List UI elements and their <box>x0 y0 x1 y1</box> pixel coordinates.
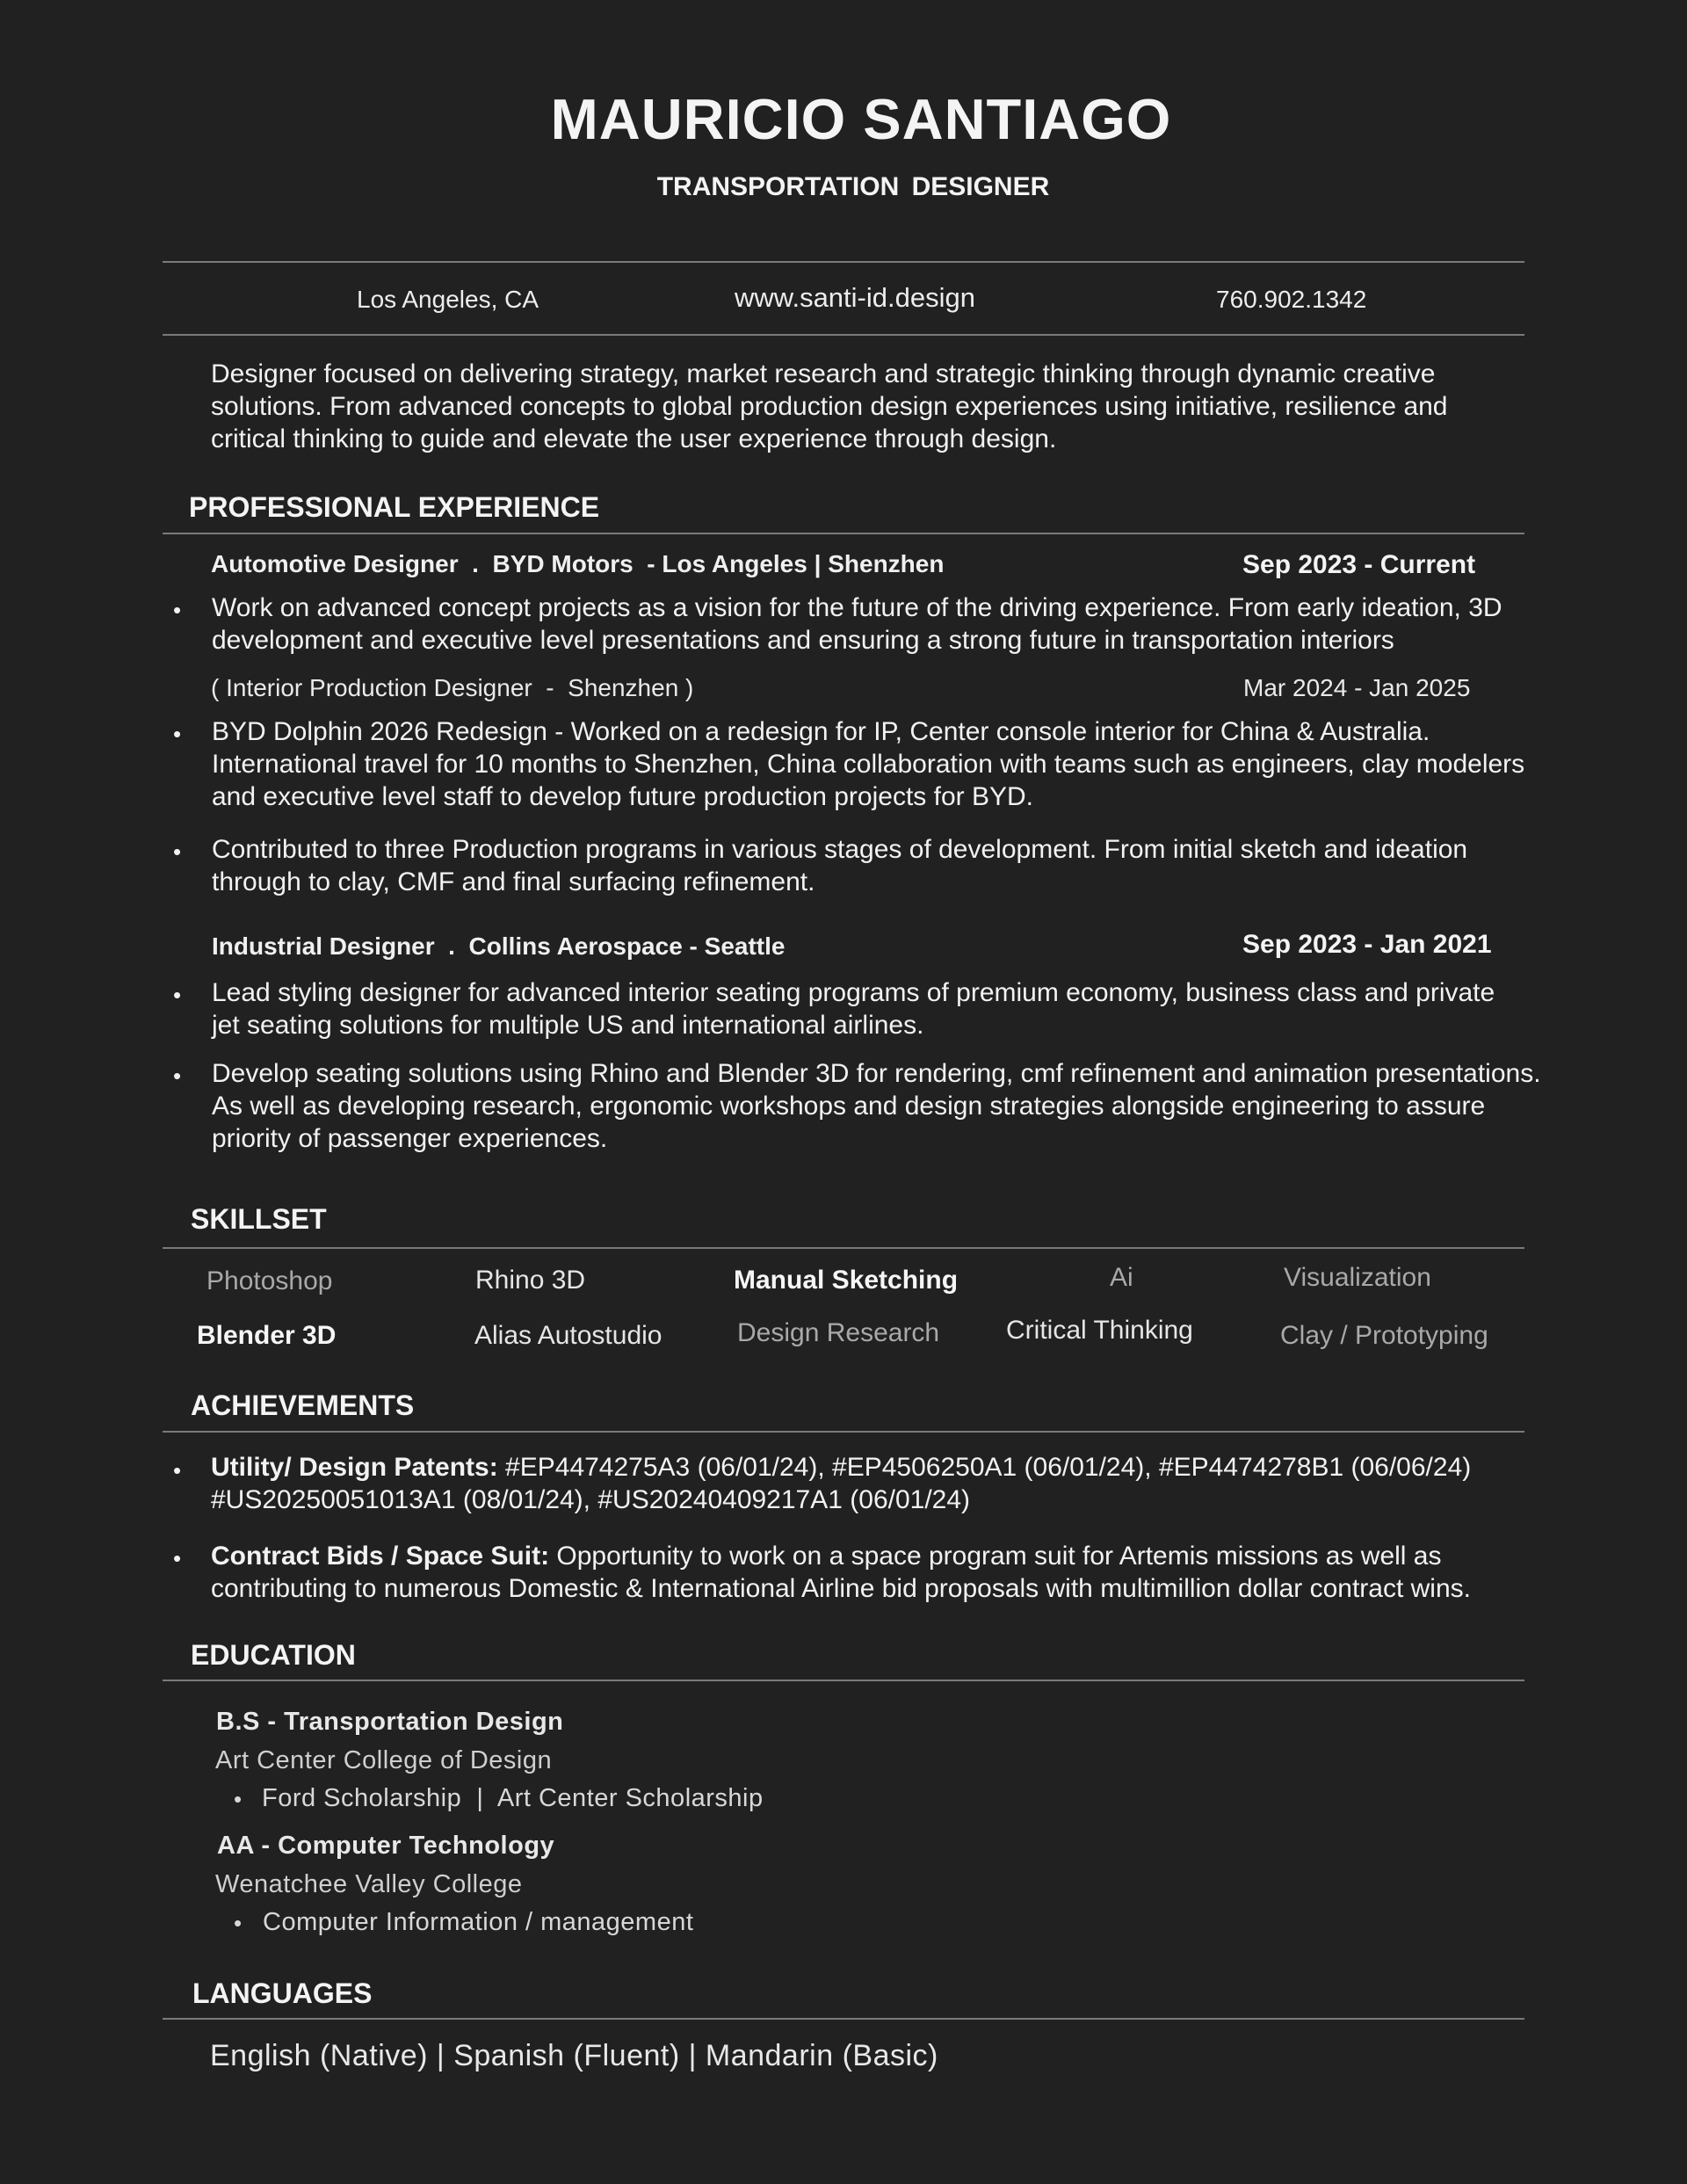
divider <box>163 261 1524 263</box>
job-dates: Sep 2023 - Current <box>1242 550 1476 579</box>
job-bullet: BYD Dolphin 2026 Redesign - Worked on a redesign for IP, Center console interior for China & Australia. International travel for 10 months to Shenzhen, China collaboration with teams such as engineers, clay modelers and executive level staff to develop future production projects for BYD. <box>212 717 1525 811</box>
section-heading-achievements: ACHIEVEMENTS <box>191 1389 415 1421</box>
job-bullet: Contributed to three Production programs in various stages of development. From initial sketch and ideation through to clay, CMF and final surfacing refinement. <box>212 835 1468 896</box>
skill-item: Clay / Prototyping <box>1280 1321 1488 1350</box>
bullet-icon: • <box>173 982 182 1008</box>
divider <box>163 1247 1524 1249</box>
job-subrole: ( Interior Production Designer - Shenzhen ) <box>211 674 694 701</box>
education-detail: Computer Information / management <box>263 1908 694 1936</box>
education-school: Art Center College of Design <box>215 1746 553 1774</box>
contact-website[interactable]: www.santi-id.design <box>735 282 975 313</box>
achievement-label: Utility/ Design Patents: <box>211 1453 498 1482</box>
job-title: Industrial Designer . Collins Aerospace - Seattle <box>212 932 786 960</box>
skill-item: Ai <box>1110 1263 1133 1292</box>
bullet-icon: • <box>173 1063 182 1089</box>
skill-item: Blender 3D <box>197 1321 337 1350</box>
section-heading-languages: LANGUAGES <box>192 1977 373 2009</box>
skill-item: Photoshop <box>206 1266 333 1295</box>
bullet-icon: • <box>234 1786 243 1812</box>
bullet-icon: • <box>173 1545 182 1571</box>
languages-list: English (Native) | Spanish (Fluent) | Mandarin (Basic) <box>210 2039 938 2072</box>
bullet-icon: • <box>173 838 182 865</box>
bullet-icon: • <box>234 1910 243 1936</box>
contact-phone: 760.902.1342 <box>1216 286 1367 313</box>
skill-item: Alias Autostudio <box>474 1321 662 1350</box>
skill-item: Visualization <box>1284 1263 1431 1292</box>
education-school: Wenatchee Valley College <box>215 1870 523 1898</box>
bullet-icon: • <box>173 1457 182 1484</box>
achievement-text: Opportunity to work on a space program suit for Artemis missions as well as contributing to numerous Domestic & International Airline bid proposals with multimillion dollar contract wins. <box>211 1542 1471 1603</box>
divider <box>163 1680 1524 1681</box>
job-bullet: Work on advanced concept projects as a vision for the future of the driving experience. From early ideation, 3D development and executive level presentations and ensuring a strong future in transportation interiors <box>212 593 1502 655</box>
job-title: Automotive Designer . BYD Motors - Los Angeles | Shenzhen <box>211 550 945 577</box>
candidate-name: MAURICIO SANTIAGO <box>550 87 1172 151</box>
education-degree: B.S - Transportation Design <box>216 1708 564 1736</box>
achievement-item <box>211 1451 1546 1516</box>
candidate-title: TRANSPORTATION DESIGNER <box>656 172 1050 201</box>
divider <box>163 533 1524 534</box>
bullet-icon: • <box>173 721 182 747</box>
education-detail: Ford Scholarship | Art Center Scholarship <box>262 1784 764 1812</box>
education-degree: AA - Computer Technology <box>217 1832 555 1860</box>
skill-item: Manual Sketching <box>734 1266 959 1295</box>
skill-item: Rhino 3D <box>475 1266 586 1295</box>
skill-item: Design Research <box>737 1318 940 1347</box>
achievement-item <box>211 1540 1546 1605</box>
section-heading-skillset: SKILLSET <box>191 1203 327 1235</box>
contact-location: Los Angeles, CA <box>357 286 539 313</box>
job-bullet: Lead styling designer for advanced interior seating programs of premium economy, business class and private jet seating solutions for multiple US and international airlines. <box>212 978 1495 1040</box>
divider <box>163 1431 1524 1433</box>
section-heading-education: EDUCATION <box>191 1639 356 1671</box>
job-bullet: Develop seating solutions using Rhino and Blender 3D for rendering, cmf refinement and animation presentations. As well as developing research, ergonomic workshops and design strategies alongside engineering to assure priority of passenger experiences. <box>212 1059 1541 1153</box>
skill-item: Critical Thinking <box>1006 1316 1193 1345</box>
achievement-label: Contract Bids / Space Suit: <box>211 1542 550 1571</box>
job-dates: Sep 2023 - Jan 2021 <box>1242 930 1492 959</box>
job-subrole-dates: Mar 2024 - Jan 2025 <box>1243 674 1471 701</box>
divider <box>163 334 1524 336</box>
section-heading-experience: PROFESSIONAL EXPERIENCE <box>189 491 600 523</box>
summary: Designer focused on delivering strategy, market research and strategic thinking through dynamic creative solutions. From advanced concepts to global production design experiences using initiative, resilience and critical thinking to guide and elevate the user experience through design. <box>211 359 1448 453</box>
achievement-text: #EP4474275A3 (06/01/24), #EP4506250A1 (06/01/24), #EP4474278B1 (06/06/24) #US20250051013A1 (08/01/24), #US20240409217A1 (06/01/24) <box>211 1453 1472 1514</box>
bullet-icon: • <box>173 597 182 623</box>
divider <box>163 2018 1524 2020</box>
